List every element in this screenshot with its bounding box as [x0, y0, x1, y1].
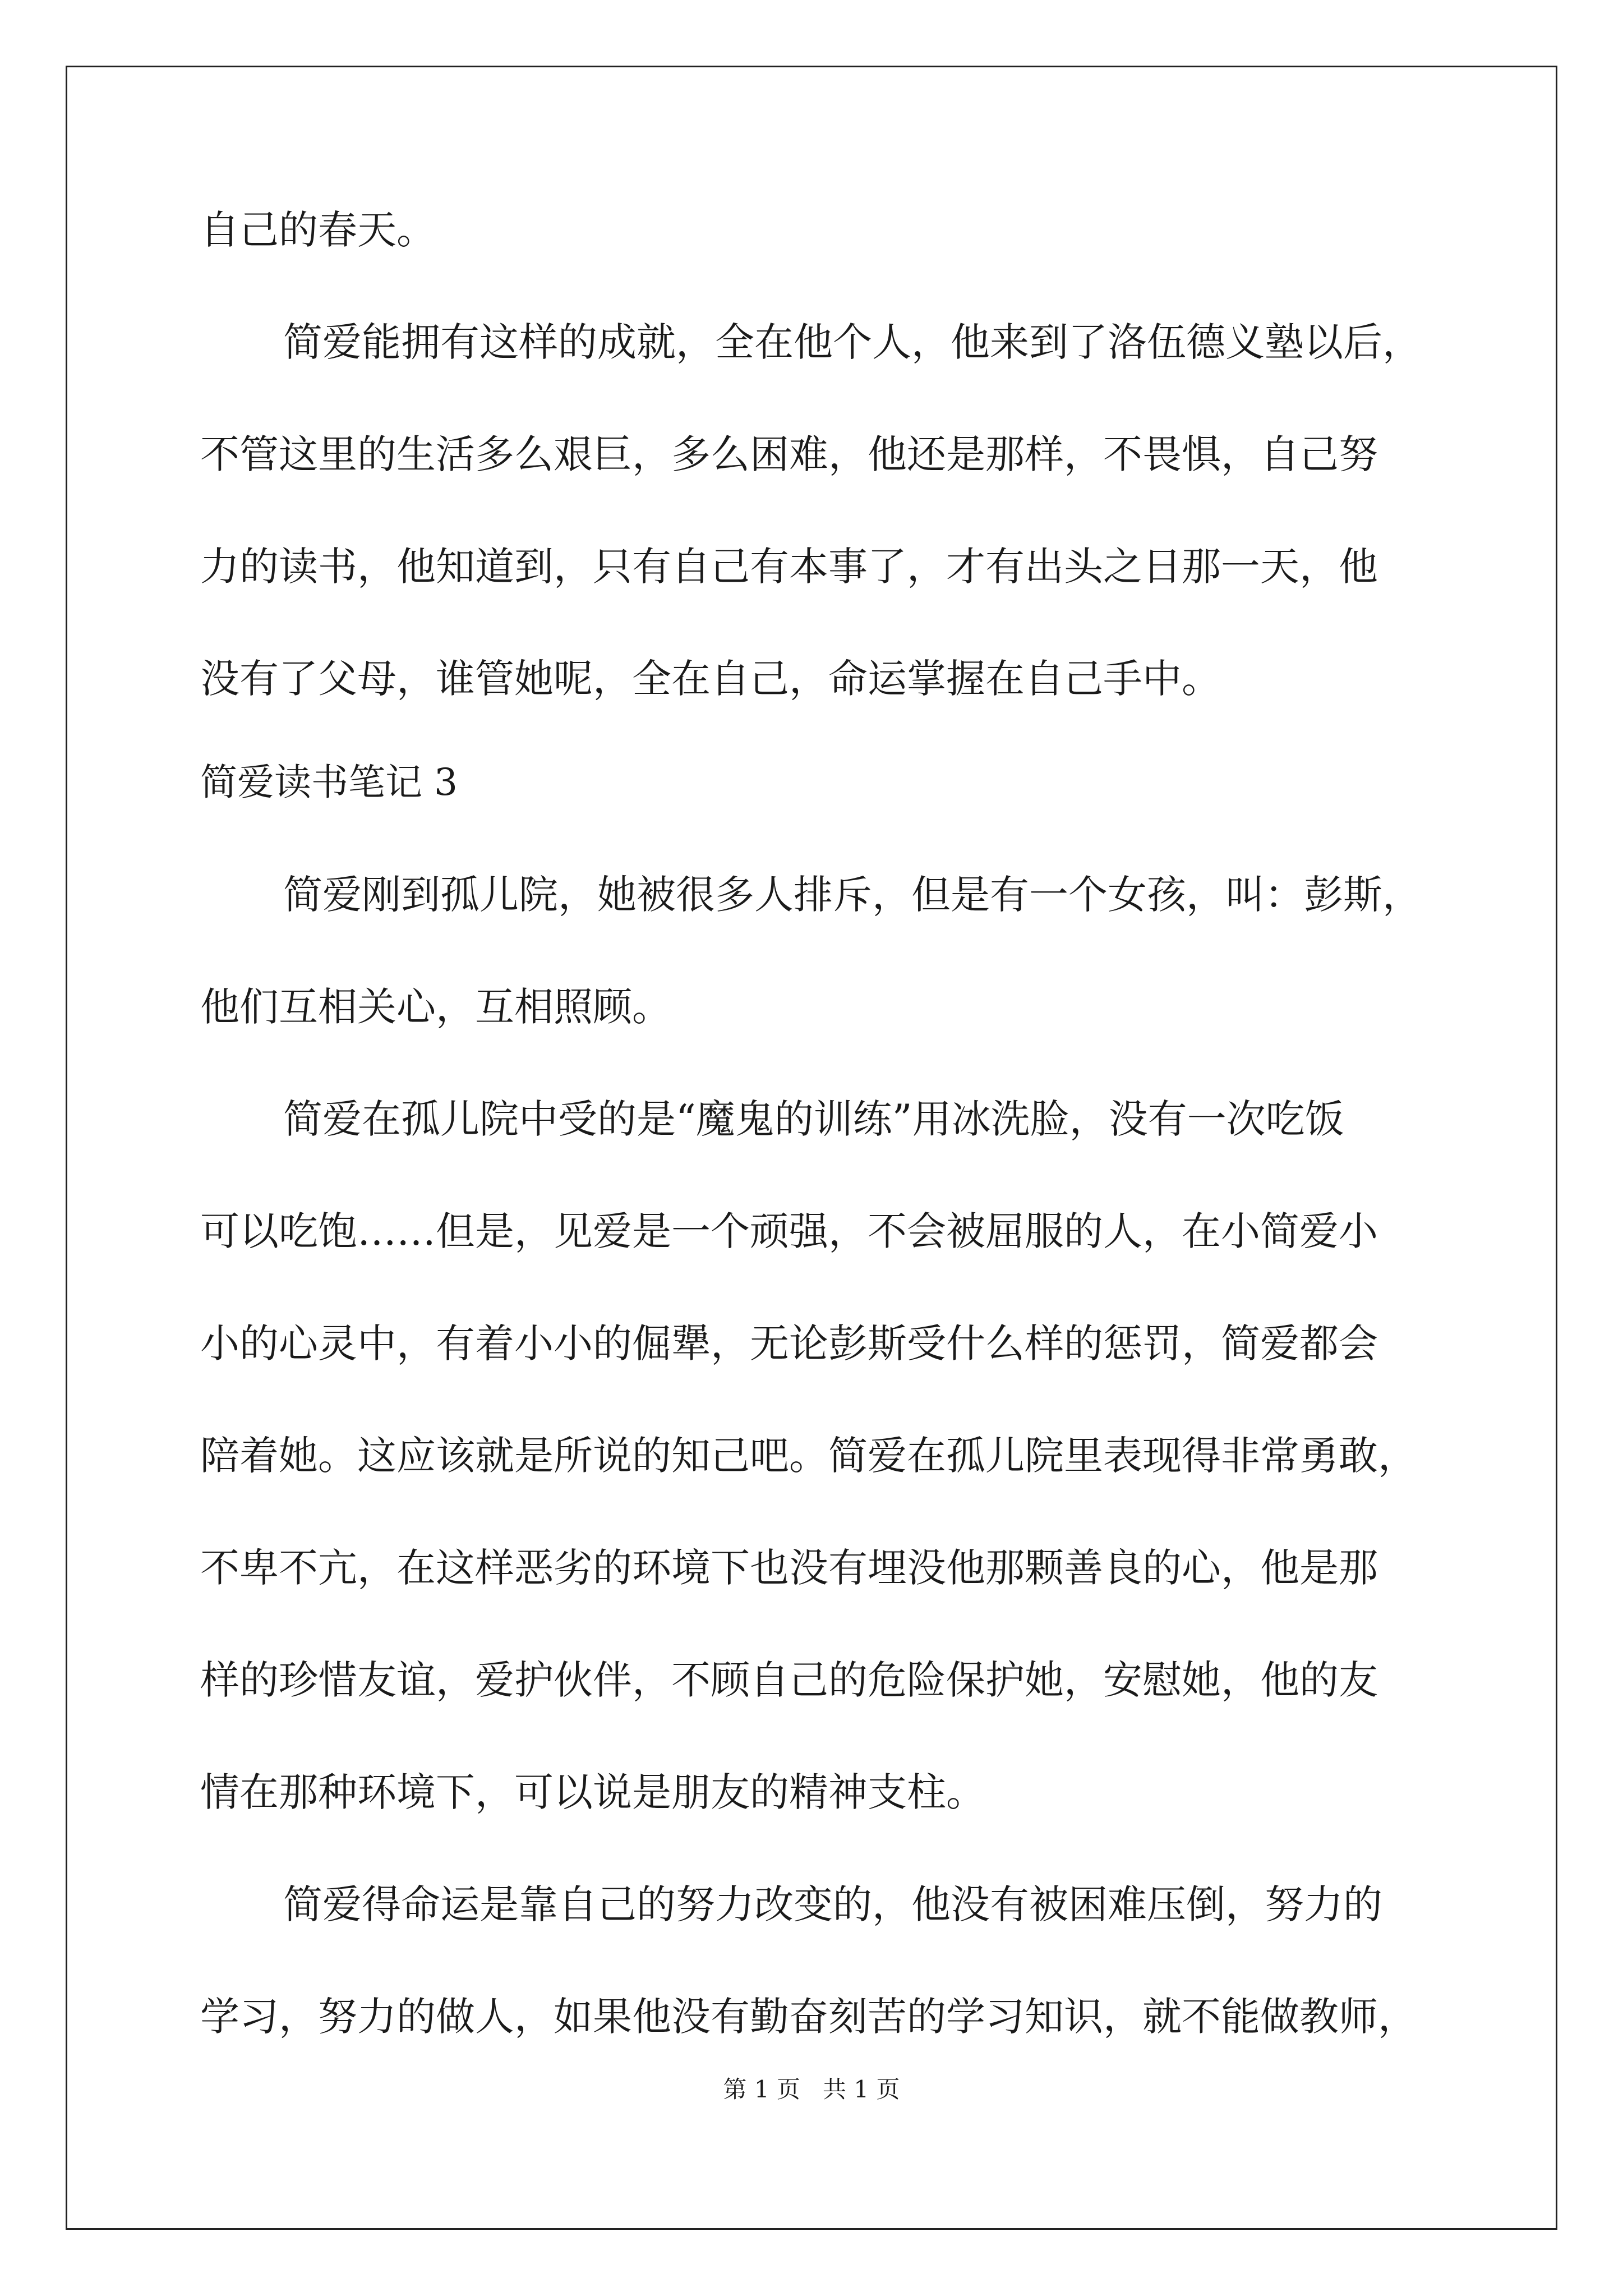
text-line-14: 情在那种环境下，可以说是朋友的精神支柱。: [200, 1769, 985, 1815]
text-line-15: 简爱得命运是靠自己的努力改变的，他没有被困难压倒，努力的: [283, 1881, 1382, 1927]
text-line-13: 样的珍惜友谊，爱护伙伴，不顾自己的危险保护她，安慰她，他的友: [200, 1657, 1378, 1703]
page-current: 第 1 页: [723, 2076, 800, 2103]
section-heading: 简爱读书笔记 3: [200, 761, 458, 804]
text-line-10: 小的心灵中，有着小小的倔犟，无论彭斯受什么样的惩罚，简爱都会: [200, 1320, 1378, 1366]
text-line-6: 简爱刚到孤儿院，她被很多人排斥，但是有一个女孩，叫：彭斯，: [283, 872, 1422, 918]
text-line-2: 简爱能拥有这样的成就，全在他个人，他来到了洛伍德义塾以后，: [283, 319, 1422, 365]
text-line-4: 力的读书，他知道到，只有自己有本事了，才有出头之日那一天，他: [200, 544, 1378, 590]
text-line-11: 陪着她。这应该就是所说的知己吧。简爱在孤儿院里表现得非常勇敢，: [200, 1433, 1417, 1479]
text-line-3: 不管这里的生活多么艰巨，多么困难，他还是那样，不畏惧，自己努: [200, 431, 1378, 477]
text-line-12: 不卑不亢，在这样恶劣的环境下也没有埋没他那颗善良的心，他是那: [200, 1545, 1378, 1591]
text-line-7: 他们互相关心，互相照顾。: [200, 984, 671, 1030]
page-total: 共 1 页: [823, 2076, 900, 2103]
page-footer: [0, 2073, 1623, 2106]
text-line-8: 简爱在孤儿院中受的是“魔鬼的训练”用冰洗脸，没有一次吃饭: [283, 1096, 1344, 1142]
text-line-5: 没有了父母，谁管她呢，全在自己，命运掌握在自己手中。: [200, 656, 1221, 702]
text-line-1: 自己的春天。: [200, 207, 436, 253]
text-line-9: 可以吃饱……但是，见爱是一个顽强，不会被屈服的人，在小简爱小: [200, 1208, 1378, 1254]
text-line-16: 学习，努力的做人，如果他没有勤奋刻苦的学习知识，就不能做教师，: [200, 1994, 1417, 2040]
